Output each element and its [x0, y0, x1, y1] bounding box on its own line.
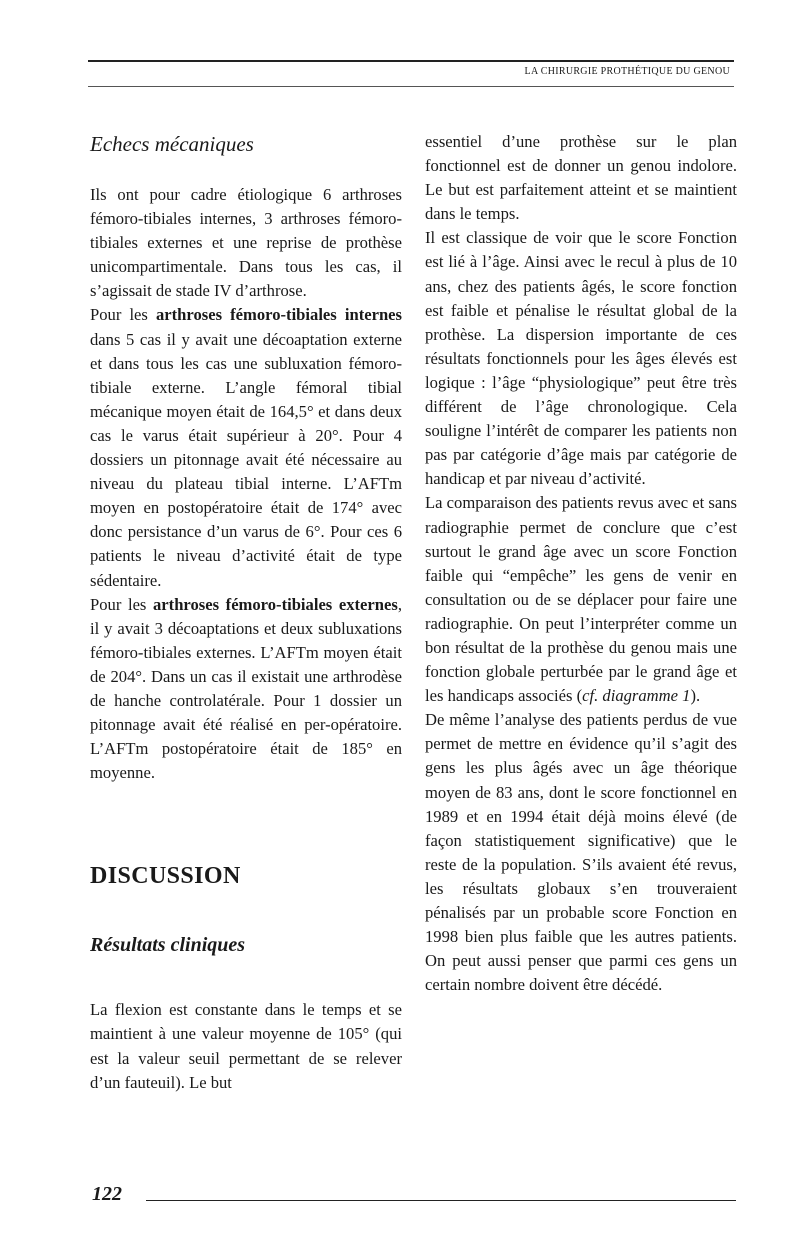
right-column	[425, 130, 737, 997]
header-rule	[88, 86, 734, 87]
paragraph: Il est classique de voir que le score Fonction est lié à l’âge. Ainsi avec le recul à plus de 10 ans, chez des patients âgés, le score fonction est faible et pénalise le résultat global de la prothèse. La dispersion importante de ces résultats fonctionnels pour les âges élevés est logique : l’âge “physiologique” peut être très différent de l’âge chronologique. Cela souligne l’intérêt de comparer les patients non pas par catégorie d’âge mais par catégorie de handicap et par niveau d’activité.	[425, 228, 737, 489]
bottom-rule	[146, 1200, 736, 1201]
page-number: 122	[92, 1183, 122, 1205]
paragraph: La flexion est constante dans le temps et se maintient à une valeur moyenne de 105° (qui est la valeur seuil permettant de se relever d’un fauteuil). Le but	[90, 1000, 402, 1092]
paragraph	[425, 491, 737, 708]
left-column	[90, 130, 402, 1095]
paragraph	[90, 303, 402, 592]
discussion-heading: DISCUSSION	[90, 863, 241, 890]
bold-term: arthroses fémoro-tibiales externes	[153, 594, 398, 614]
paragraph-text: Pour les	[90, 305, 156, 325]
running-header: LA CHIRURGIE PROTHÉTIQUE DU GENOU	[524, 66, 730, 77]
paragraph-text: La comparaison des patients revus avec et sans radiographie permet de conclure que c’est surtout le grand âge avec un score Fonction faible qui “empêche” les gens de venir en consultation ou de se déplacer pour faire une radiographie. On peut l’interpréter comme un bon résultat de la prothèse du genou mais une fonction globale perturbée par le grand âge et les handicaps associés (	[425, 493, 737, 706]
bold-term: arthroses fémoro-tibiales internes	[155, 305, 402, 325]
section-title: Echecs mécaniques	[90, 132, 254, 156]
paragraph: Ils ont pour cadre étiologique 6 arthroses fémoro-tibiales internes, 3 arthroses fémoro-tibiales externes et une reprise de prothèse unicompartimentale. Dans tous les cas, il s’agissait de stade IV d’arthrose.	[90, 185, 402, 301]
top-rule	[88, 60, 734, 62]
paragraph: essentiel d’une prothèse sur le plan fonctionnel est de donner un genou indolore. Le but est parfaitement atteint et se maintient dans le temps.	[425, 132, 737, 224]
paragraph-text: dans 5 cas il y avait une décoaptation externe et dans tous les cas une subluxation fémoro-tibiale externe. L’angle fémoral tibial mécanique moyen était de 164,5° et dans deux cas le varus était supérieur à 20°. Pour 4 dossiers un pitonnage avait été nécessaire au niveau du plateau tibial interne. L’AFTm moyen en postopératoire était de 174° avec donc persistance d’un varus de 6°. Pour ces 6 patients le niveau d’activité était de type sédentaire.	[90, 329, 402, 590]
paragraph	[90, 593, 402, 786]
paragraph-text: , il y avait 3 décoaptations et deux subluxations fémoro-tibiales externes. L’AFTm moyen était de 204°. Dans un cas il existait une arthrodèse de hanche controlatérale. Pour 1 dossier un pitonnage avait été réalisé en per-opératoire. L’AFTm postopératoire était de 185° en moyenne.	[90, 594, 402, 783]
paragraph-text: ).	[690, 686, 701, 706]
subsection-title: Résultats cliniques	[90, 934, 246, 957]
paragraph: De même l’analyse des patients perdus de vue permet de mettre en évidence qu’il s’agit des gens les plus âgés avec un âge théorique moyen de 83 ans, dont le score fonctionnel en 1989 et en 1994 était déjà moins élevé (de façon statistiquement significative) que le reste de la population. S’ils avaient été revus, les résultats globaux s’en trouveraient pénalisés par un probable score Fonction en 1998 bien plus faible que les autres patients. On peut aussi penser que parmi ces gens un certain nombre doivent être décédé.	[425, 710, 737, 995]
figure-reference: cf. diagramme 1	[582, 686, 691, 706]
paragraph-text: Pour les	[90, 594, 153, 614]
